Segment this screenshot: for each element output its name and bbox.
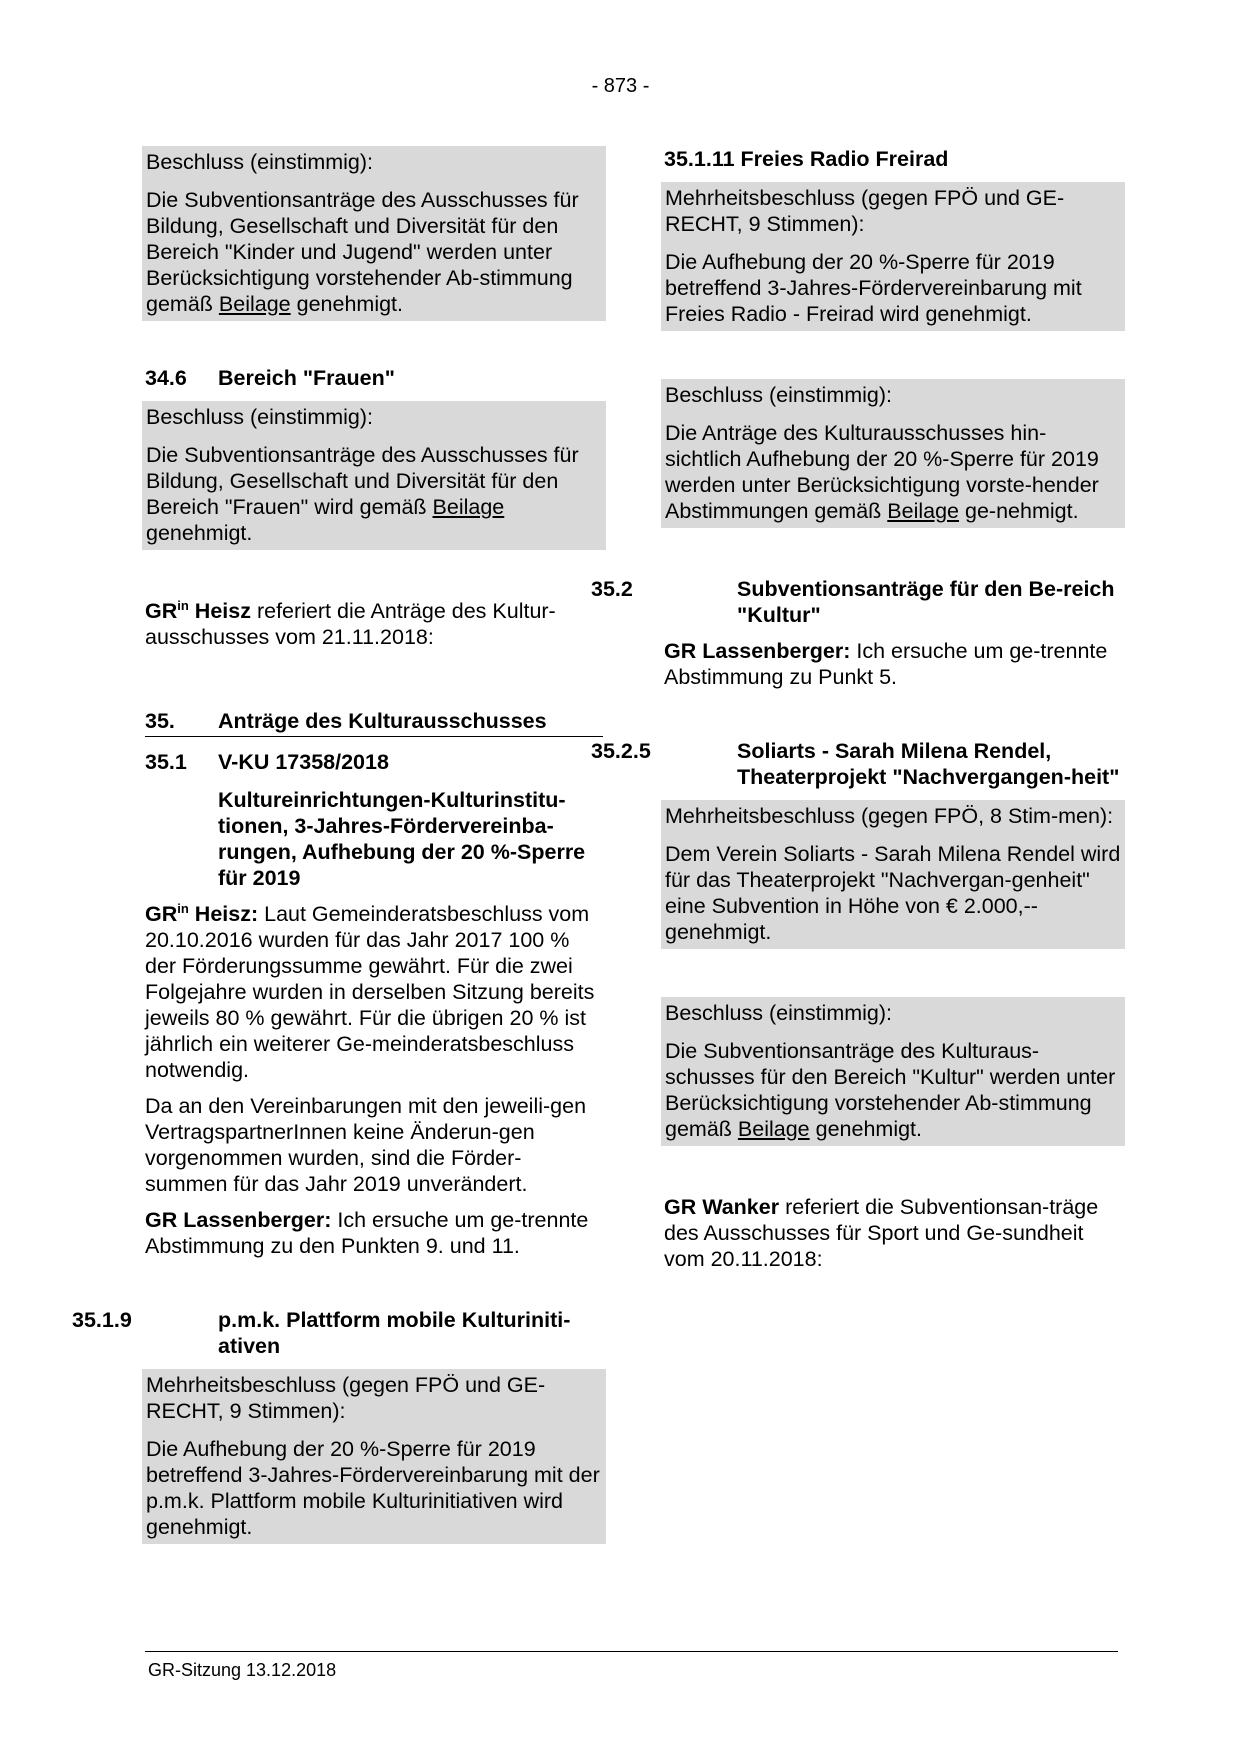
resolution-label: Mehrheitsbeschluss (gegen FPÖ und GE-RECHT, 9 Stimmen):	[146, 1373, 546, 1423]
resolution-text: Die Aufhebung der 20 %-Sperre für 2019 betreffend 3-Jahres-Fördervereinbarung mit der p.m.k. Plattform mobile Kulturinitiativen wird genehmigt.	[146, 1437, 600, 1539]
beilage-link[interactable]: Beilage	[737, 1117, 810, 1141]
section-heading-35-2: 35.2 Subventionsanträge für den Be-reich "Kultur"	[591, 577, 1115, 627]
resolution-label: Mehrheitsbeschluss (gegen FPÖ, 8 Stim-men):	[665, 804, 1114, 828]
speaker-paragraph-lassenberger: GR Lassenberger: Ich ersuche um ge-trennte Abstimmung zu den Punkten 9. und 11.	[145, 1208, 589, 1258]
section-heading-35-1-9: 35.1.9 p.m.k. Plattform mobile Kulturiniti-ativen	[72, 1308, 571, 1358]
footer-session: GR-Sitzung 13.12.2018	[148, 1660, 337, 1680]
resolution-text: Die Subventionsanträge des Ausschusses für Bildung, Gesellschaft und Diversität für den Bereich "Kinder und Jugend" werden unter Berücksichtigung vorstehender Ab-stimmung gemäß Beilage genehmigt.	[146, 188, 579, 316]
footer-divider	[145, 1651, 1118, 1652]
resolution-box-pmk	[142, 1369, 606, 1544]
resolution-label: Beschluss (einstimmig):	[146, 150, 373, 174]
resolution-label: Beschluss (einstimmig):	[146, 405, 373, 429]
section-heading-35-1: 35.1 V-KU 17358/2018	[145, 750, 389, 774]
beilage-link[interactable]: Beilage	[218, 292, 291, 316]
resolution-box-kulturausschuss	[661, 379, 1125, 528]
section-heading-35-1-11: 35.1.11 Freies Radio Freirad	[664, 147, 949, 171]
section-subtitle-35-1: Kultureinrichtungen-Kulturinstitu-tionen, 3-Jahres-Fördervereinba-rungen, Aufhebung der 20 %-Sperre für 2019	[218, 788, 586, 890]
speaker-paragraph-wanker: GR Wanker referiert die Subventionsan-träge des Ausschusses für Sport und Ge-sundheit vom 20.11.2018:	[664, 1195, 1099, 1271]
beilage-link[interactable]: Beilage	[432, 495, 505, 519]
speaker-paragraph-lassenberger-2: GR Lassenberger: Ich ersuche um ge-trennte Abstimmung zu Punkt 5.	[664, 639, 1108, 689]
resolution-text: Dem Verein Soliarts - Sarah Milena Rendel wird für das Theaterprojekt "Nachvergan-genheit" eine Subvention in Höhe von € 2.000,-- genehmigt.	[665, 842, 1121, 944]
resolution-box-freirad	[661, 182, 1125, 331]
resolution-box-kinder-jugend	[142, 146, 606, 321]
paragraph-vereinbarungen: Da an den Vereinbarungen mit den jeweili-gen VertragspartnerInnen keine Änderun-gen vorgenommen wurden, sind die Förder-summen für das Jahr 2019 unverändert.	[145, 1094, 587, 1196]
resolution-text: Die Aufhebung der 20 %-Sperre für 2019 betreffend 3-Jahres-Fördervereinbarung mit Freies Radio - Freirad wird genehmigt.	[665, 250, 1082, 326]
section-heading-35: 35. Anträge des Kulturausschusses	[145, 708, 603, 737]
right-column	[591, 146, 1122, 1272]
left-column	[72, 146, 603, 1544]
speaker-paragraph-heisz-2: $GR^{in}$ Heisz: Laut Gemeinderatsbeschluss vom 20.10.2016 wurden für das Jahr 2017 100 % der Förderungssumme gewährt. Für die zwei Folgejahre wurden in derselben Sitzung bereits jeweils 80 % gewährt. Für die übrigen 20 % ist jährlich ein weiterer Ge-meinderatsbeschluss notwendig.	[145, 901, 595, 1082]
resolution-text: Die Subventionsanträge des Ausschusses für Bildung, Gesellschaft und Diversität für den Bereich "Frauen" wird gemäß Beilage genehmigt.	[146, 443, 579, 545]
section-heading-34-6: 34.6 Bereich "Frauen"	[145, 366, 395, 390]
resolution-label: Beschluss (einstimmig):	[665, 383, 892, 407]
resolution-box-frauen	[142, 401, 606, 550]
resolution-label: Mehrheitsbeschluss (gegen FPÖ und GE-RECHT, 9 Stimmen):	[665, 186, 1065, 236]
speaker-paragraph-heisz: $GR^{in}$ Heisz referiert die Anträge des Kultur-ausschusses vom 21.11.2018:	[145, 598, 556, 649]
resolution-box-soliarts	[661, 800, 1125, 949]
resolution-label: Beschluss (einstimmig):	[665, 1001, 892, 1025]
section-heading-35-2-5: 35.2.5 Soliarts - Sarah Milena Rendel, Theaterprojekt "Nachvergangen-heit"	[591, 739, 1120, 789]
page-number: - 873 -	[591, 75, 650, 97]
beilage-link[interactable]: Beilage	[887, 499, 960, 523]
resolution-text: Die Anträge des Kulturausschusses hin-sichtlich Aufhebung der 20 %-Sperre für 2019 werden unter Berücksichtigung vorste-hender Abstimmungen gemäß Beilage ge-nehmigt.	[665, 421, 1099, 523]
resolution-box-kultur	[661, 997, 1125, 1146]
resolution-text: Die Subventionsanträge des Kulturaus-schusses für den Bereich "Kultur" werden unter Berücksichtigung vorstehender Ab-stimmung gemäß Beilage genehmigt.	[665, 1039, 1116, 1141]
